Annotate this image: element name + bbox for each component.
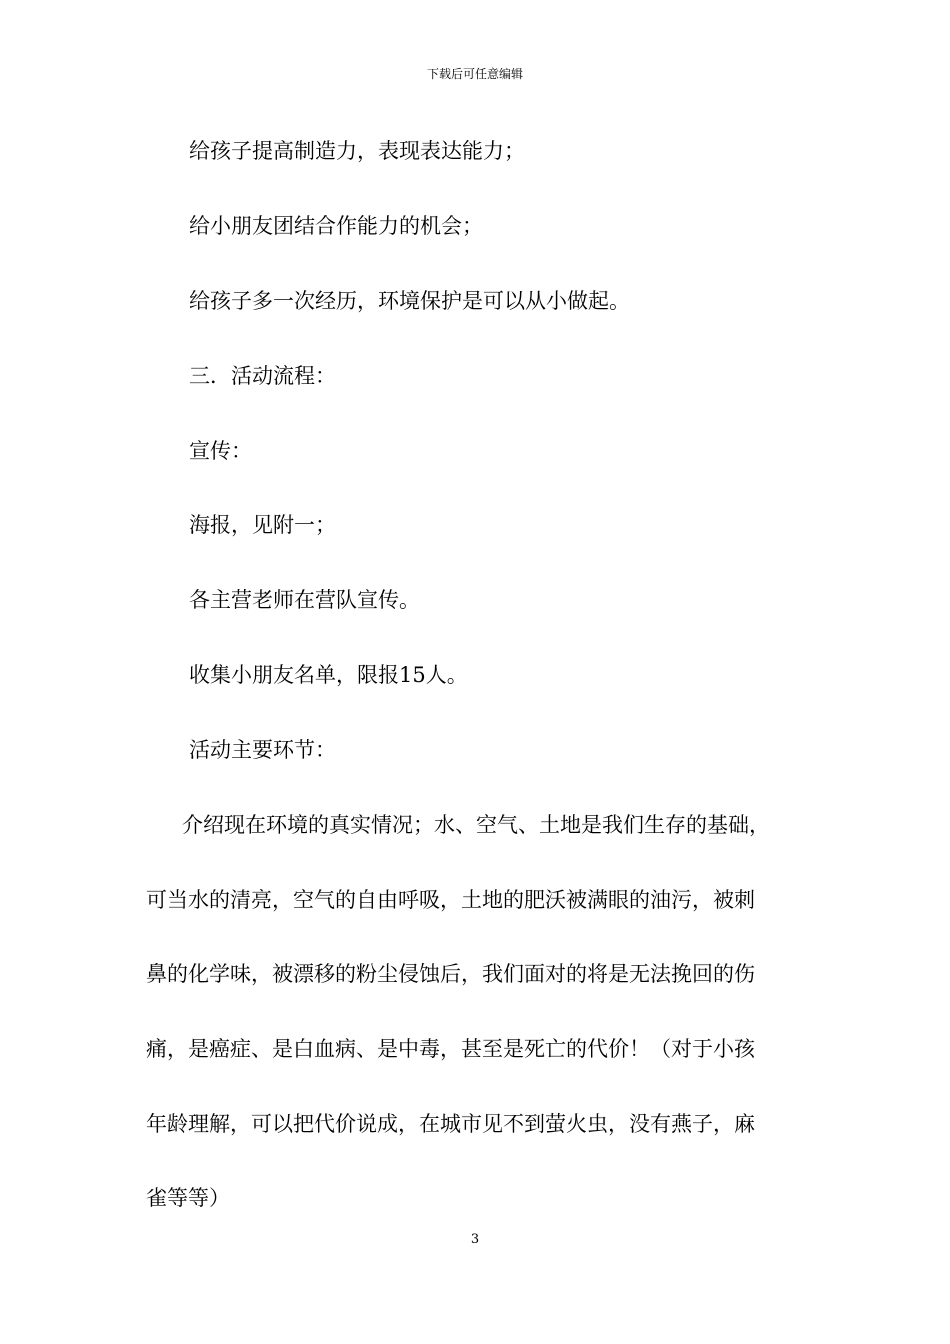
paragraph-line: 可当水的清亮，空气的自由呼吸，土地的肥沃被满眼的油污，被刺 xyxy=(146,888,755,912)
page-header-note: 下载后可任意编辑 xyxy=(426,67,523,81)
text-line: 给孩子多一次经历，环境保护是可以从小做起。 xyxy=(189,289,630,313)
text-line: 宣传： xyxy=(189,439,252,463)
paragraph-line: 鼻的化学味，被漂移的粉尘侵蚀后，我们面对的将是无法挽回的伤 xyxy=(146,962,755,986)
paragraph-line: 雀等等） xyxy=(146,1186,230,1210)
text-line: 活动主要环节： xyxy=(189,738,336,762)
text-line: 各主营老师在营队宣传。 xyxy=(189,588,420,612)
paragraph-line: 介绍现在环境的真实情况；水、空气、土地是我们生存的基础， xyxy=(182,813,770,837)
section-heading: 三．活动流程： xyxy=(189,364,336,388)
text-line: 海报，见附一； xyxy=(189,513,336,537)
text-line: 给孩子提高制造力，表现表达能力； xyxy=(189,139,525,163)
text-line: 给小朋友团结合作能力的机会； xyxy=(189,214,483,238)
paragraph-line: 年龄理解，可以把代价说成，在城市见不到萤火虫，没有燕子，麻 xyxy=(146,1112,755,1136)
paragraph-line: 痛，是癌症、是白血病、是中毒，甚至是死亡的代价！（对于小孩 xyxy=(146,1037,755,1061)
page-number: 3 xyxy=(470,1232,480,1247)
text-line: 收集小朋友名单，限报15人。 xyxy=(189,663,468,687)
